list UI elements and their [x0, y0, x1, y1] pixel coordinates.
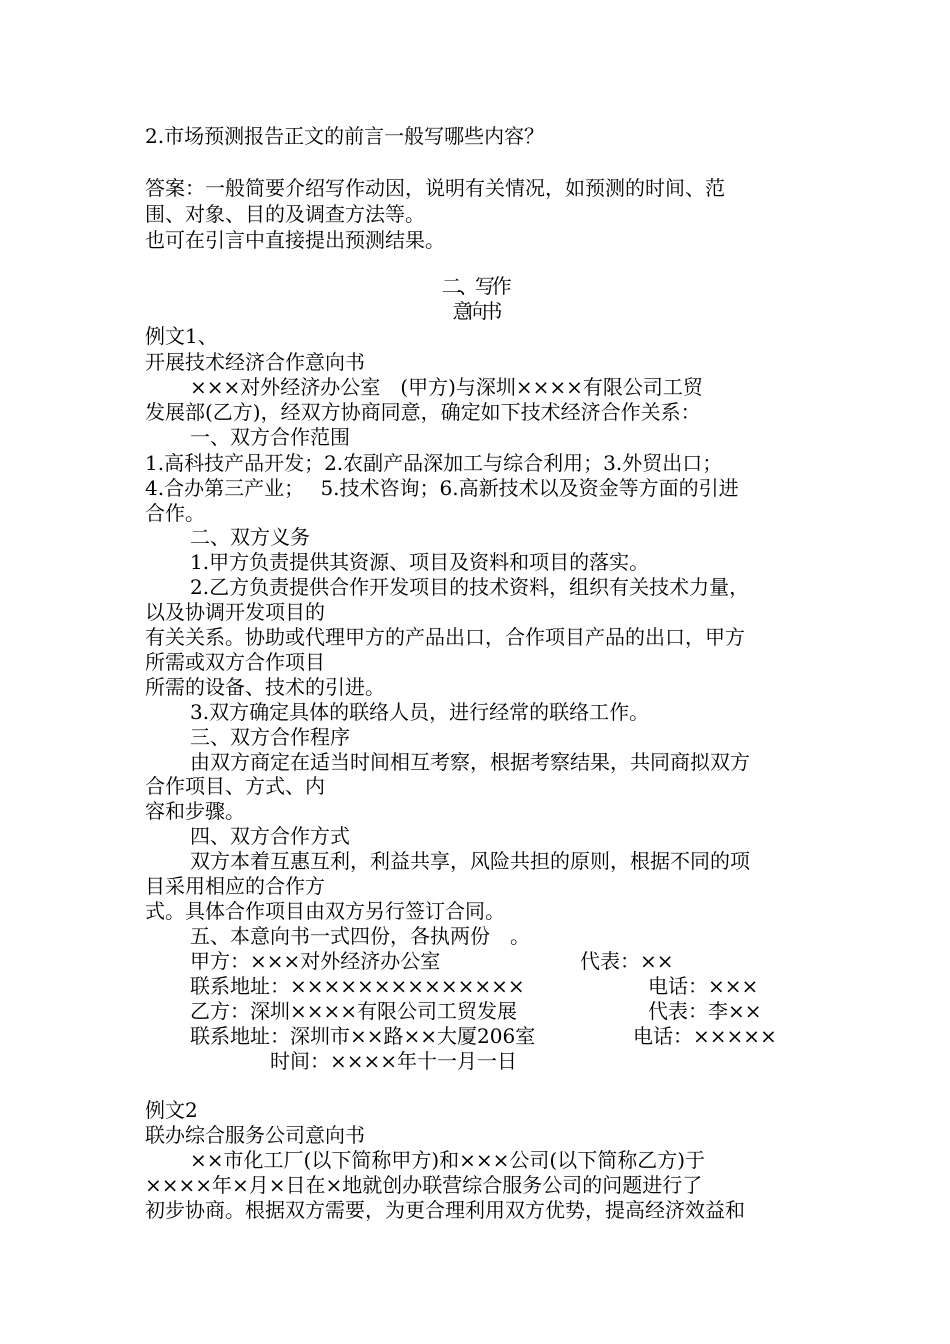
mode-line-3: 式。具体合作项目由双方另行签订合同。 [145, 899, 505, 923]
duty-line-2c: 有关关系。协助或代理甲方的产品出口，合作项目产品的出口，甲方 [145, 625, 745, 649]
mode-line-1: 双方本着互惠互利，利益共享，风险共担的原则，根据不同的项 [190, 849, 750, 873]
example1-label: 例文1、 [145, 324, 218, 348]
signing-date: 时间：××××年十一月一日 [270, 1049, 518, 1073]
party-b-representative: 代表：李×× [648, 999, 762, 1023]
party-b-phone: 电话：××××× [633, 1024, 777, 1048]
answer-line-3: 也可在引言中直接提出预测结果。 [145, 228, 445, 252]
party-a: 甲方：×××对外经济办公室 [190, 949, 441, 973]
duty-line-2a: 2.乙方负责提供合作开发项目的技术资料，组织有关技术力量， [190, 575, 750, 599]
scope-line-2: 4.合办第三产业； 5.技术咨询；6.高新技术以及资金等方面的引进 [145, 476, 739, 500]
heading-mode: 四、双方合作方式 [190, 824, 350, 848]
answer-line-2: 围、对象、目的及调查方法等。 [145, 202, 425, 226]
example2-label: 例文2 [145, 1098, 198, 1122]
heading-scope: 一、双方合作范围 [190, 425, 350, 449]
party-b-address: 联系地址：深圳市××路××大厦206室 [190, 1024, 536, 1048]
example2-line-2: ××××年×月×日在×地就创办联营综合服务公司的问题进行了 [145, 1173, 703, 1197]
answer-line-1: 答案：一般简要介绍写作动因，说明有关情况，如预测的时间、范 [145, 176, 725, 200]
example2-title: 联办综合服务公司意向书 [145, 1123, 365, 1147]
heading-copies: 五、本意向书一式四份，各执两份 。 [190, 924, 530, 948]
procedure-line-2: 合作项目、方式、内 [145, 774, 325, 798]
party-a-representative: 代表：×× [580, 949, 674, 973]
procedure-line-1: 由双方商定在适当时间相互考察，根据考察结果，共同商拟双方 [190, 750, 750, 774]
heading-procedure: 三、双方合作程序 [190, 725, 350, 749]
duty-line-2e: 所需的设备、技术的引进。 [145, 675, 385, 699]
procedure-line-3: 容和步骤。 [145, 799, 245, 823]
heading-duties: 二、双方义务 [190, 525, 310, 549]
party-a-address: 联系地址：×××××××××××××× [190, 974, 525, 998]
duty-line-3: 3.双方确定具体的联络人员，进行经常的联络工作。 [190, 700, 650, 724]
example2-line-1: ××市化工厂(以下简称甲方)和×××公司(以下简称乙方)于 [190, 1148, 705, 1172]
question-line: 2.市场预测报告正文的前言一般写哪些内容？ [145, 124, 545, 148]
mode-line-2: 目采用相应的合作方 [145, 874, 325, 898]
scope-line-1: 1.高科技产品开发；2.农副产品深加工与综合利用；3.外贸出口； [145, 451, 723, 475]
party-b: 乙方：深圳××××有限公司工贸发展 [190, 999, 518, 1023]
example1-title: 开展技术经济合作意向书 [145, 350, 365, 374]
duty-line-1: 1.甲方负责提供其资源、项目及资料和项目的落实。 [190, 550, 650, 574]
duty-line-2d: 所需或双方合作项目 [145, 650, 325, 674]
section-title: 二、写作 [441, 274, 509, 298]
party-a-phone: 电话：××× [648, 974, 759, 998]
scope-line-3: 合作。 [145, 501, 205, 525]
example1-intro-1: ×××对外经济办公室 (甲方)与深圳××××有限公司工贸 [190, 375, 703, 399]
example2-line-3: 初步协商。根据双方需要，为更合理利用双方优势，提高经济效益和 [145, 1198, 745, 1222]
section-subtitle: 意向书 [452, 299, 498, 323]
example1-intro-2: 发展部(乙方)，经双方协商同意，确定如下技术经济合作关系： [145, 400, 701, 424]
duty-line-2b: 以及协调开发项目的 [145, 600, 325, 624]
